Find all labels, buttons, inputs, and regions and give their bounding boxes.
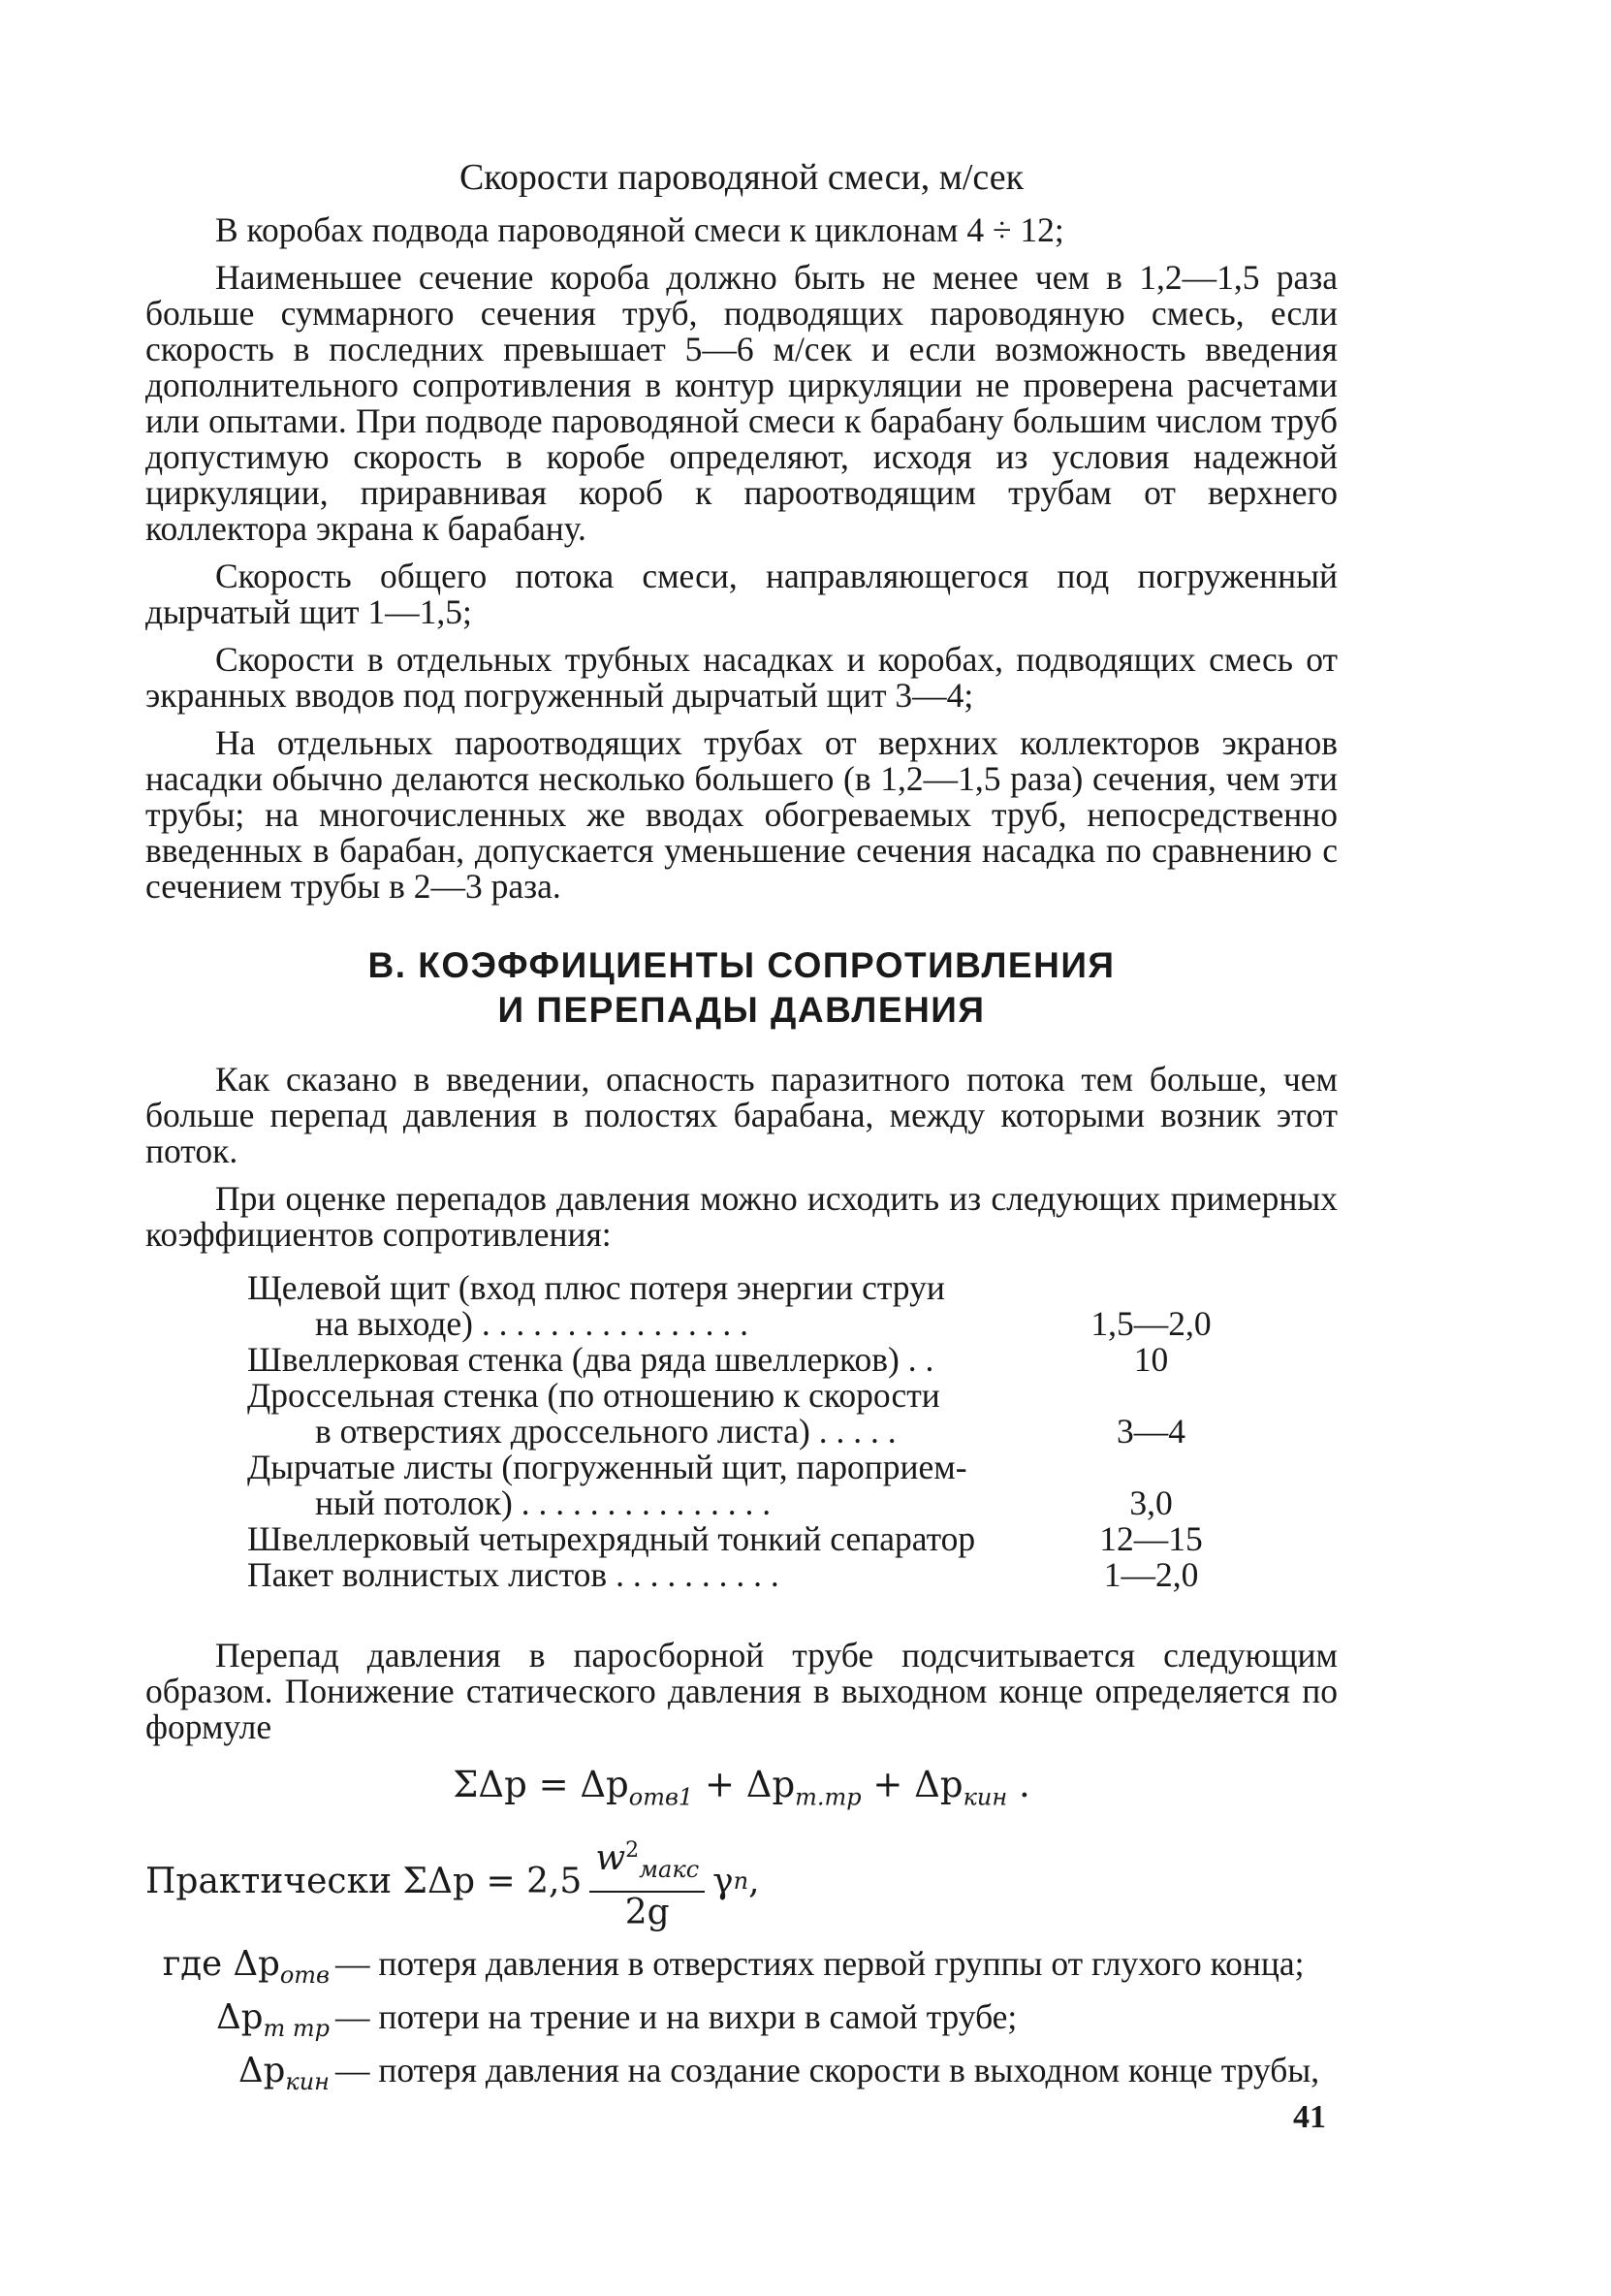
page-content (145, 157, 1338, 2106)
symbol-text: где Δp (162, 1943, 280, 1984)
fraction (589, 1833, 705, 1932)
formula-subscript: отв (279, 1961, 330, 1989)
coefficient-label: Швеллерковая стенка (два ряда швеллерков) . . (247, 1340, 934, 1379)
definition-symbol (145, 2050, 330, 2100)
section-title-line: И ПЕРЕПАДЫ ДАВЛЕНИЯ (497, 990, 986, 1030)
coefficient-label: Дырчатые листы (погруженный щит, пароприем- (247, 1448, 967, 1486)
coefficient-value: 12—15 (1099, 1519, 1203, 1558)
formula-subscript: т тр (263, 2014, 330, 2042)
subheading: Скорости пароводяной смеси, м/сек (458, 157, 1025, 198)
paragraph: При оценке перепадов давления можно исходить из следующих примерных коэффициентов сопротивления: (145, 1179, 1338, 1254)
coefficient-label: ный потолок) . . . . . . . . . . . . . . . (315, 1483, 772, 1522)
coefficient-row (247, 1378, 1241, 1450)
coefficient-row (247, 1270, 1241, 1342)
formula-part: w (595, 1838, 626, 1879)
coefficient-value: 1—2,0 (1103, 1555, 1199, 1594)
symbol-text: Δp (238, 2050, 286, 2090)
coefficient-label: Пакет волнистых листов . . . . . . . . . . (247, 1555, 779, 1594)
paragraph: Как сказано в введении, опасность паразитного потока тем больше, чем больше перепад давления в полостях барабана, между которыми возник этот поток. (145, 1060, 1338, 1170)
formula-subscript: т.тр (795, 1783, 862, 1811)
definition-row (145, 2050, 1338, 2100)
formula-sum-dp (145, 1764, 1338, 1815)
formula-part: + Δp (693, 1764, 796, 1805)
formula-subscript: п (733, 1866, 749, 1895)
coefficient-label: в отверстиях дроссельного листа) . . . . . (315, 1412, 897, 1451)
definition-text: — потеря давления на создание скорости в выходном конце трубы, (335, 2050, 1320, 2089)
formula-part: ΣΔp = Δp (453, 1764, 629, 1805)
coefficient-value: 10 (1133, 1340, 1169, 1379)
definition-symbol (145, 1996, 330, 2047)
symbol-definitions (145, 1943, 1338, 2100)
definition-text: — потери на трение и на вихри в самой трубе; (335, 1996, 1018, 2036)
symbol-text: Δp (216, 1996, 264, 2037)
coefficient-value: 3,0 (1129, 1483, 1173, 1522)
definition-text: — потеря давления в отверстиях первой группы от глухого конца; (335, 1943, 1305, 1983)
formula-subscript: отв1 (628, 1783, 694, 1811)
coefficient-label: Швеллерковый четырехрядный тонкий сепаратор (247, 1519, 976, 1558)
formula-part: γ (712, 1861, 734, 1901)
definition-row (145, 1943, 1338, 1993)
formula-practical (145, 1833, 1338, 1932)
coefficient-label: Дроссельная стенка (по отношению к скорости (247, 1376, 940, 1415)
coefficient-value: 3—4 (1117, 1412, 1185, 1451)
definition-row (145, 1996, 1338, 2047)
formula-subscript: кин (963, 1783, 1008, 1811)
formula-part: , (748, 1861, 760, 1901)
paragraph: Скорость общего потока смеси, направляющегося под погруженный дырчатый щит 1—1,5; (145, 557, 1338, 631)
formula-superscript: 2 (625, 1838, 640, 1864)
paragraph: В коробах подвода пароводяной смеси к циклонам 4 ÷ 12; (215, 210, 1064, 249)
coefficient-row (247, 1342, 1241, 1378)
formula-part: Практически ΣΔp = 2,5 (145, 1861, 583, 1901)
paragraph: Наименьшее сечение короба должно быть не менее чем в 1,2—1,5 раза больше суммарного сечения труб, подводящих пароводяную смесь, если скорость в последних превышает 5—6 м/сек и если возможность введения дополнительного сопротивления в контур циркуляции не проверена расчетами или опытами. При подводе пароводяной смеси к барабану большим числом труб допустимую скорость в коробе определяют, исходя из условия надежной циркуляции, приравнивая короб к пароотводящим трубам от верхнего коллектора экрана к барабану. (145, 258, 1338, 548)
paragraph: Скорости в отдельных трубных насадках и коробах, подводящих смесь от экранных вводов под погруженный дырчатый щит 3—4; (145, 640, 1338, 715)
paragraph: Перепад давления в паросборной трубе подсчитывается следующим образом. Понижение статического давления в выходном конце определяется по формуле (145, 1636, 1338, 1746)
coefficient-list (247, 1270, 1241, 1593)
page-number: 41 (1293, 2099, 1326, 2135)
fraction-numerator (589, 1833, 705, 1892)
formula-subscript: кин (285, 2067, 330, 2095)
coefficient-row (247, 1450, 1241, 1521)
coefficient-row (247, 1557, 1241, 1593)
formula-part: . (1007, 1764, 1030, 1805)
formula-part: + Δp (861, 1764, 963, 1805)
formula-subscript: макс (639, 1856, 700, 1884)
coefficient-value: 1,5—2,0 (1090, 1304, 1212, 1343)
section-title-line: В. КОЭФФИЦИЕНТЫ СОПРОТИВЛЕНИЯ (367, 945, 1116, 985)
coefficient-label: Щелевой щит (вход плюс потеря энергии струи (247, 1268, 945, 1307)
coefficient-row (247, 1521, 1241, 1557)
definition-symbol (145, 1943, 330, 1993)
fraction-denominator: 2g (624, 1892, 670, 1932)
section-title (145, 943, 1338, 1033)
coefficient-label: на выходе) . . . . . . . . . . . . . . . . (315, 1304, 749, 1343)
paragraph: На отдельных пароотводящих трубах от верхних коллекторов экранов насадки обычно делаются несколько большего (в 1,2—1,5 раза) сечения, чем эти трубы; на многочисленных же вводах обогреваемых труб, непосредственно введенных в барабан, допускается уменьшение сечения насадка по сравнению с сечением трубы в 2—3 раза. (145, 723, 1338, 906)
